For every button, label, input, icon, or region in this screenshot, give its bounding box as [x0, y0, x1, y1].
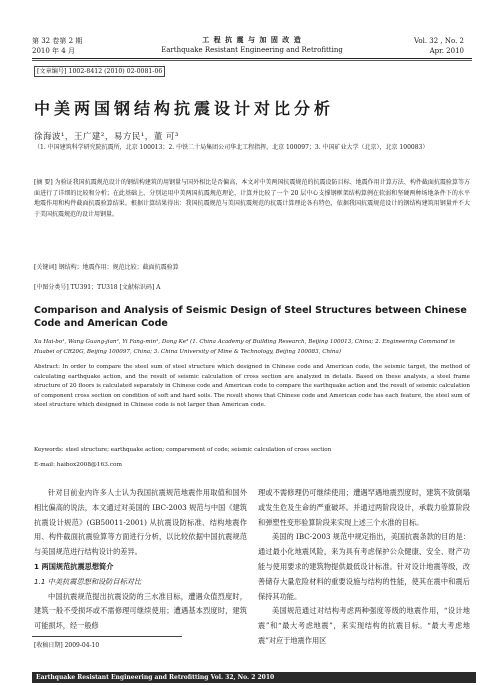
publication-date-en: Apr. 2010: [429, 47, 464, 55]
volume-issue-en: Vol. 32 , No. 2: [413, 37, 464, 45]
authors-en: Xu Hai-bo¹, Wang Guang-jian², Yi Fang-min¹, Dong Ke³ (1. China Academy of Building Research, Beijing 100013, China; 2. Engineering Command in Huabei of CR20G, Beijing 100097, China; 3. China University of Mine & Technology, Beijing 100083, China): [34, 339, 455, 355]
subsection-heading: 1.1 中美抗震思想和设防目标对比: [34, 576, 142, 586]
page-title: 中美两国钢结构抗震设计对比分析: [34, 99, 335, 118]
journal-title: [150, 34, 354, 56]
journal-title-en: Earthquake Resistant Engineering and Retrofitting: [161, 46, 343, 54]
abstract-en: Abstract: In order to compare the steel sum of steel structure which designed in Chinese code and American code, the seismic target, the method of calculating earthquake action, and the result of seismic calculation of cross section are analyzed in details. Based on these analysis, a steel frame structure of 20 floors is calculated separately in Chinese code and American code to compare the earthquake action and the result of seismic calculation of component cross section on condition of soft and hard soils. The result shows that Chinese code and American code has each feature, the steel sum of steel structure which designed in Chinese code is not larger than American code.: [34, 364, 470, 408]
classification-cn: [中图分类号] TU391；TU318 [文献标识码] A: [34, 284, 161, 291]
keywords-cn: [关键词] 钢结构；地震作用；规范比较；截面抗震验算: [34, 264, 179, 271]
keywords-en: Keywords: steel structure; earthquake action; comparement of code; seismic calculation of cross section: [34, 447, 332, 453]
body-paragraph: 美国的 IBC-2003 规范中规定指出，美国抗震条款的目的是：通过最小化地震风险，来为具有考虑保护公众健康、安全、财产功能与使用要求的建筑物提供最低设计标准。针对设计地震等级，改善储存大量危险材料的重要设施与结构的性能，使其在震中和震后保持其功能。: [258, 532, 470, 601]
publication-date: 2010 年 4 月: [32, 47, 75, 55]
abstract-cn: [摘 要] 为验证我国抗震规范设计的钢结构建筑的用钢量与国外相比是否偏高，本文对中美两国抗震规范的抗震设防目标、地震作用计算方法、构件截面抗震验算等方面进行了详细的比较和分析；在此基础上，分别运用中美两国抗震规范理论，计算并比较了一个 20 层中心支撑钢框架结构算例在软弱和坚硬两种场地条件下的水平地震作用和构件截面抗震验算结果。根据计算结果得出：我国抗震规范与美国抗震规范的抗震计算理论各有特色，依据我国抗震规范设计的钢结构建筑用钢量并不大于美国抗震规范的设计用钢量。: [34, 179, 470, 218]
body-column-right: [258, 486, 470, 649]
body-paragraph: 中国抗震规范提出抗震设防的三水准目标，遭遇众值烈度时，建筑一般不受损坏或不需修理可继续使用；遭遇基本烈度时，建筑可能损坏，经一般修: [34, 591, 247, 631]
authors-cn: [34, 130, 179, 142]
journal-title-cn: 工 程 抗 震 与 加 固 改 造: [202, 35, 302, 44]
body-column-left: [34, 486, 247, 634]
journal-volume-info: [32, 36, 82, 56]
section-heading: 1 两国规范抗震思想简介: [34, 561, 114, 571]
header-divider: [32, 58, 472, 59]
author-email: E-mail: haibox2008@163.com: [34, 462, 122, 468]
body-paragraph: 美国规范通过对结构考虑两种强度等级的地震作用，“设计地震”和“最大考虑地震”，来实现结构的抗震目标。“最大考虑地震”对应于地震作用区: [258, 606, 470, 645]
author-names-cn: 徐海波¹，王广建²，易方民¹，董 可³: [34, 132, 179, 142]
footnote-divider: [32, 636, 182, 637]
title-en: Comparison and Analysis of Seismic Design of Steel Structures between Chinese Code and American Code: [34, 305, 467, 329]
body-paragraph: 针对目前业内许多人士认为我国抗震规范地震作用取值和国外相比偏高的说法，本文通过对美国的 IBC-2003 规范与中国《建筑抗震设计规范》(GB50011-2001) 从抗震设防标准、结构地震作用、构件截面抗震验算等方面进行分析，以比较依据中国抗震规范与美国规范进行结构设计的差异。: [34, 488, 247, 557]
page-footer: Earthquake Resistant Engineering and Retrofitting Vol. 32, No. 2 2010: [32, 672, 476, 683]
received-date: [收稿日期] 2009-04-10: [34, 642, 100, 649]
body-paragraph: 理或不需修理仍可继续使用；遭遇罕遇地震烈度时，建筑不致倒塌或发生危及生命的严重破坏。并通过两阶段设计，承载力验算阶段和弹塑性变形验算阶段来实现上述三个水准的目标。: [258, 488, 470, 527]
journal-volume-en: [414, 36, 464, 56]
article-number: [文章编号] 1002-8412 (2010) 02-0081-06: [34, 66, 165, 77]
header-divider-thin: [32, 60, 472, 61]
volume-issue: 第 32 卷第 2 期: [32, 37, 83, 45]
affiliations-cn: （1. 中国建筑科学研究院抗震所，北京 100013；2. 中铁二十局集团公司华北工程指挥，北京 100097；3. 中国矿业大学（北京），北京 100083）: [34, 144, 429, 151]
